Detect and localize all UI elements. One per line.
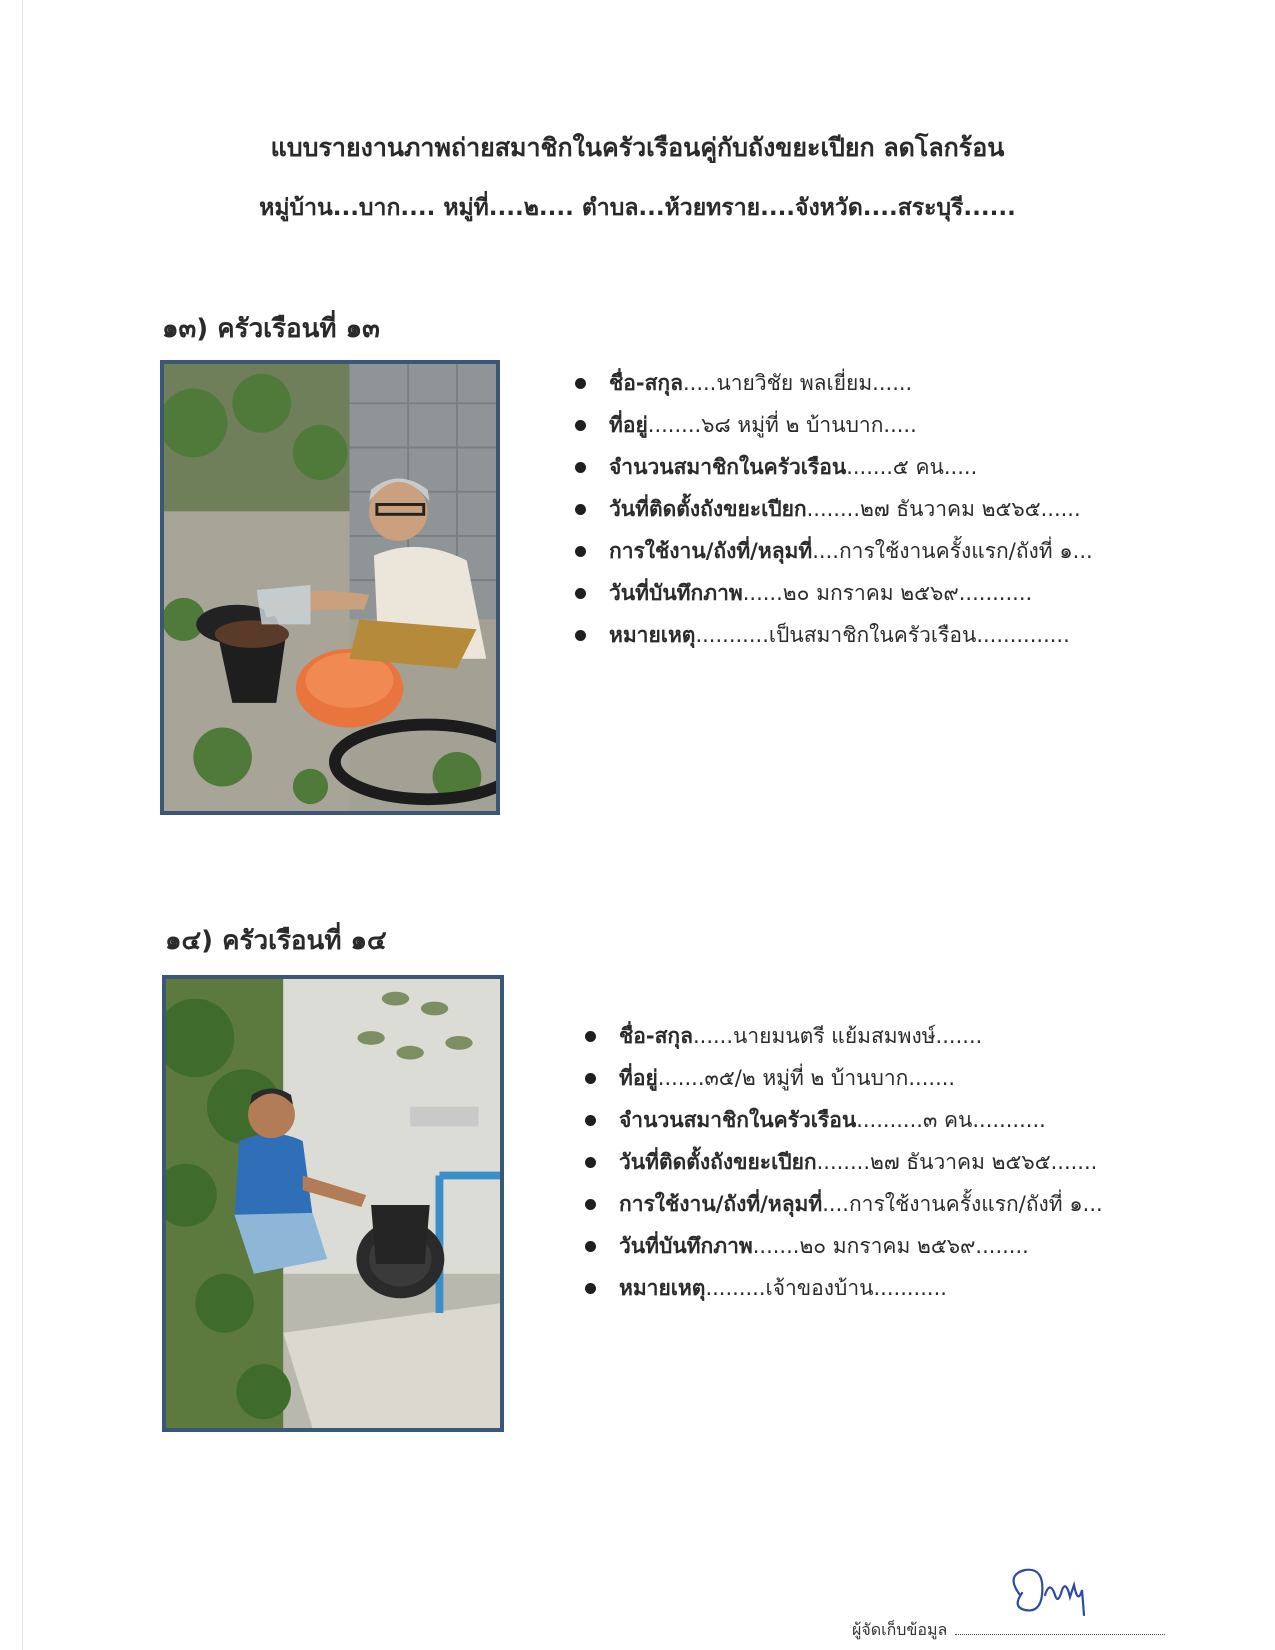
household-13-photo: [160, 360, 500, 815]
field-label: การใช้งาน/ถังที่/หลุมที่: [609, 539, 813, 563]
field-value: .....นายวิชัย พลเยี่ยม......: [682, 371, 913, 395]
field-value: .......๕ คน.....: [846, 455, 978, 479]
field-label: วันที่บันทึกภาพ: [609, 581, 743, 605]
field-label: หมายเหตุ: [619, 1276, 706, 1300]
list-item: [575, 488, 1093, 530]
list-item: [585, 1225, 1103, 1267]
list-item: [575, 446, 1093, 488]
photo-man-with-bin-icon: [166, 979, 500, 1428]
household-14-heading: ๑๔) ครัวเรือนที่ ๑๔: [165, 926, 387, 956]
household-14-info-list: [585, 1015, 1103, 1309]
field-label: การใช้งาน/ถังที่/หลุมที่: [619, 1192, 823, 1216]
field-label: ชื่อ-สกุล: [609, 371, 683, 395]
signature-dotted-line: [955, 1634, 1165, 1635]
field-value: ......นายมนตรี แย้มสมพงษ์.......: [692, 1024, 983, 1048]
list-item: [575, 614, 1093, 656]
photo-elderly-woman-with-bin-icon: [164, 364, 496, 811]
field-value: ........๖๘ หมู่ที่ ๒ บ้านบาก.....: [647, 413, 917, 437]
field-label: วันที่ติดตั้งถังขยะเปียก: [609, 497, 807, 521]
field-label: วันที่บันทึกภาพ: [619, 1234, 753, 1258]
field-label: วันที่ติดตั้งถังขยะเปียก: [619, 1150, 817, 1174]
field-value: ......๒๐ มกราคม ๒๕๖๙...........: [742, 581, 1033, 605]
field-value: ....การใช้งานครั้งแรก/ถังที่ ๑...: [812, 539, 1093, 563]
field-value: .........เจ้าของบ้าน...........: [705, 1276, 947, 1300]
report-title: แบบรายงานภาพถ่ายสมาชิกในครัวเรือนคู่กับถังขยะเปียก ลดโลกร้อน: [270, 133, 1005, 162]
field-value: ..........๓ คน...........: [856, 1108, 1046, 1132]
field-value: ........๒๗ ธันวาคม ๒๕๖๕.......: [816, 1150, 1098, 1174]
field-label: จำนวนสมาชิกในครัวเรือน: [609, 455, 847, 479]
list-item: [575, 530, 1093, 572]
field-value: ...........เป็นสมาชิกในครัวเรือน..............: [695, 623, 1070, 647]
field-label: จำนวนสมาชิกในครัวเรือน: [619, 1108, 857, 1132]
list-item: [575, 404, 1093, 446]
list-item: [585, 1057, 1103, 1099]
report-location-line: หมู่บ้าน...บาก.... หมู่ที่....๒.... ตำบล...ห้วยทราย....จังหวัด....สระบุรี......: [259, 195, 1016, 221]
list-item: [585, 1141, 1103, 1183]
list-item: [575, 572, 1093, 614]
collector-signature-line: [852, 1618, 1165, 1643]
list-item: [585, 1183, 1103, 1225]
field-label: ที่อยู่: [609, 413, 648, 437]
field-label: ที่อยู่: [619, 1066, 658, 1090]
collector-label: ผู้จัดเก็บข้อมูล: [852, 1620, 948, 1639]
field-label: หมายเหตุ: [609, 623, 696, 647]
field-value: .......๓๕/๒ หมู่ที่ ๒ บ้านบาก.......: [657, 1066, 956, 1090]
list-item: [585, 1015, 1103, 1057]
field-value: .......๒๐ มกราคม ๒๕๖๙........: [752, 1234, 1029, 1258]
household-13-info-list: [575, 362, 1093, 656]
handwritten-signature-icon: [1000, 1565, 1095, 1620]
page-edge-line: [22, 0, 23, 1650]
list-item: [585, 1099, 1103, 1141]
field-label: ชื่อ-สกุล: [619, 1024, 693, 1048]
list-item: [585, 1267, 1103, 1309]
household-13-heading: ๑๓) ครัวเรือนที่ ๑๓: [162, 314, 380, 344]
household-14-photo: [162, 975, 504, 1432]
field-value: ....การใช้งานครั้งแรก/ถังที่ ๑...: [822, 1192, 1103, 1216]
field-value: ........๒๗ ธันวาคม ๒๕๖๕......: [806, 497, 1081, 521]
list-item: [575, 362, 1093, 404]
